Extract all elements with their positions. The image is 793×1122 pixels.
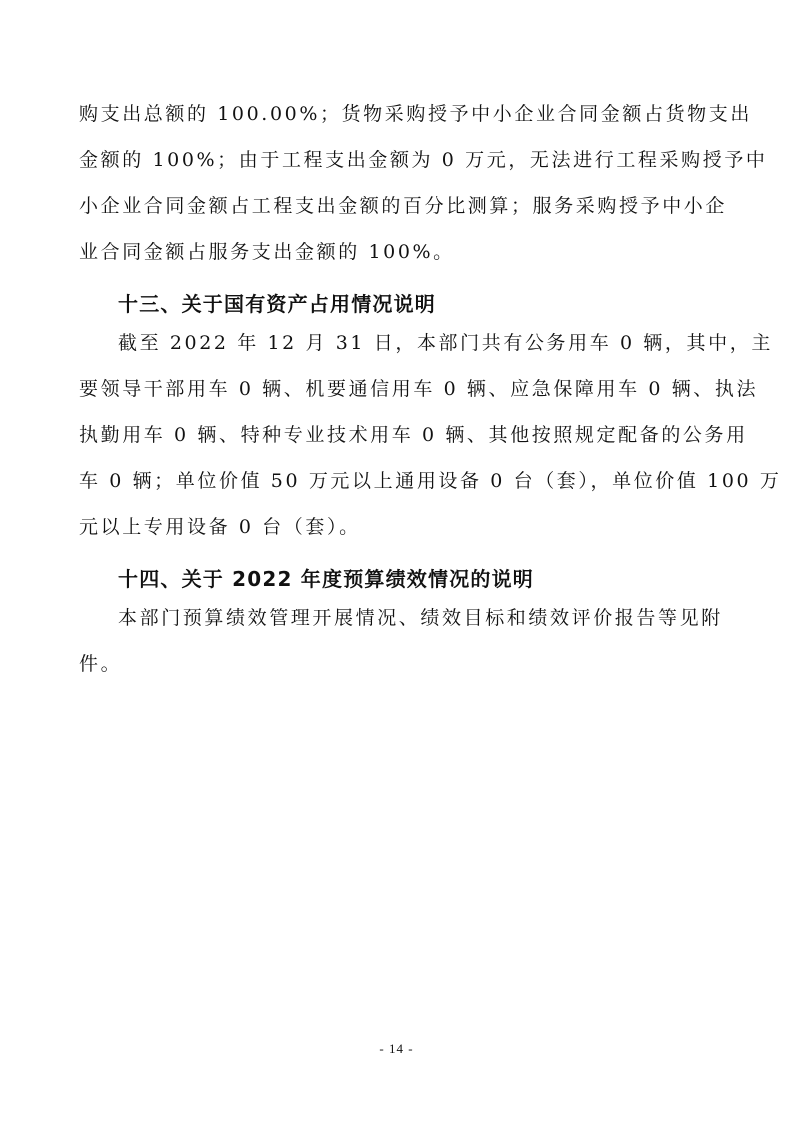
page-number: - 14 - (379, 1041, 414, 1056)
section-13-heading: 十三、关于国有资产占用情况说明 (118, 292, 436, 316)
section-13-line: 要领导干部用车 0 辆、机要通信用车 0 辆、应急保障用车 0 辆、执法 (79, 378, 759, 400)
section-13-line: 车 0 辆；单位价值 50 万元以上通用设备 0 台（套），单位价值 100 万 (79, 470, 782, 492)
section-13-line: 截至 2022 年 12 月 31 日，本部门共有公务用车 0 辆，其中，主 (118, 332, 773, 354)
paragraph-line: 小企业合同金额占工程支出金额的百分比测算；服务采购授予中小企 (79, 195, 728, 217)
section-14-line: 本部门预算绩效管理开展情况、绩效目标和绩效评价报告等见附 (118, 607, 723, 629)
paragraph-line: 业合同金额占服务支出金额的 100%。 (79, 241, 455, 263)
section-13-line: 元以上专用设备 0 台（套）。 (79, 516, 361, 538)
section-14-heading: 十四、关于 2022 年度预算绩效情况的说明 (118, 567, 534, 591)
section-13-line: 执勤用车 0 辆、特种专业技术用车 0 辆、其他按照规定配备的公务用 (79, 424, 748, 446)
paragraph-line: 购支出总额的 100.00%；货物采购授予中小企业合同金额占货物支出 (79, 103, 752, 125)
paragraph-line: 金额的 100%；由于工程支出金额为 0 万元，无法进行工程采购授予中 (79, 149, 768, 171)
section-14-line: 件。 (79, 653, 123, 675)
